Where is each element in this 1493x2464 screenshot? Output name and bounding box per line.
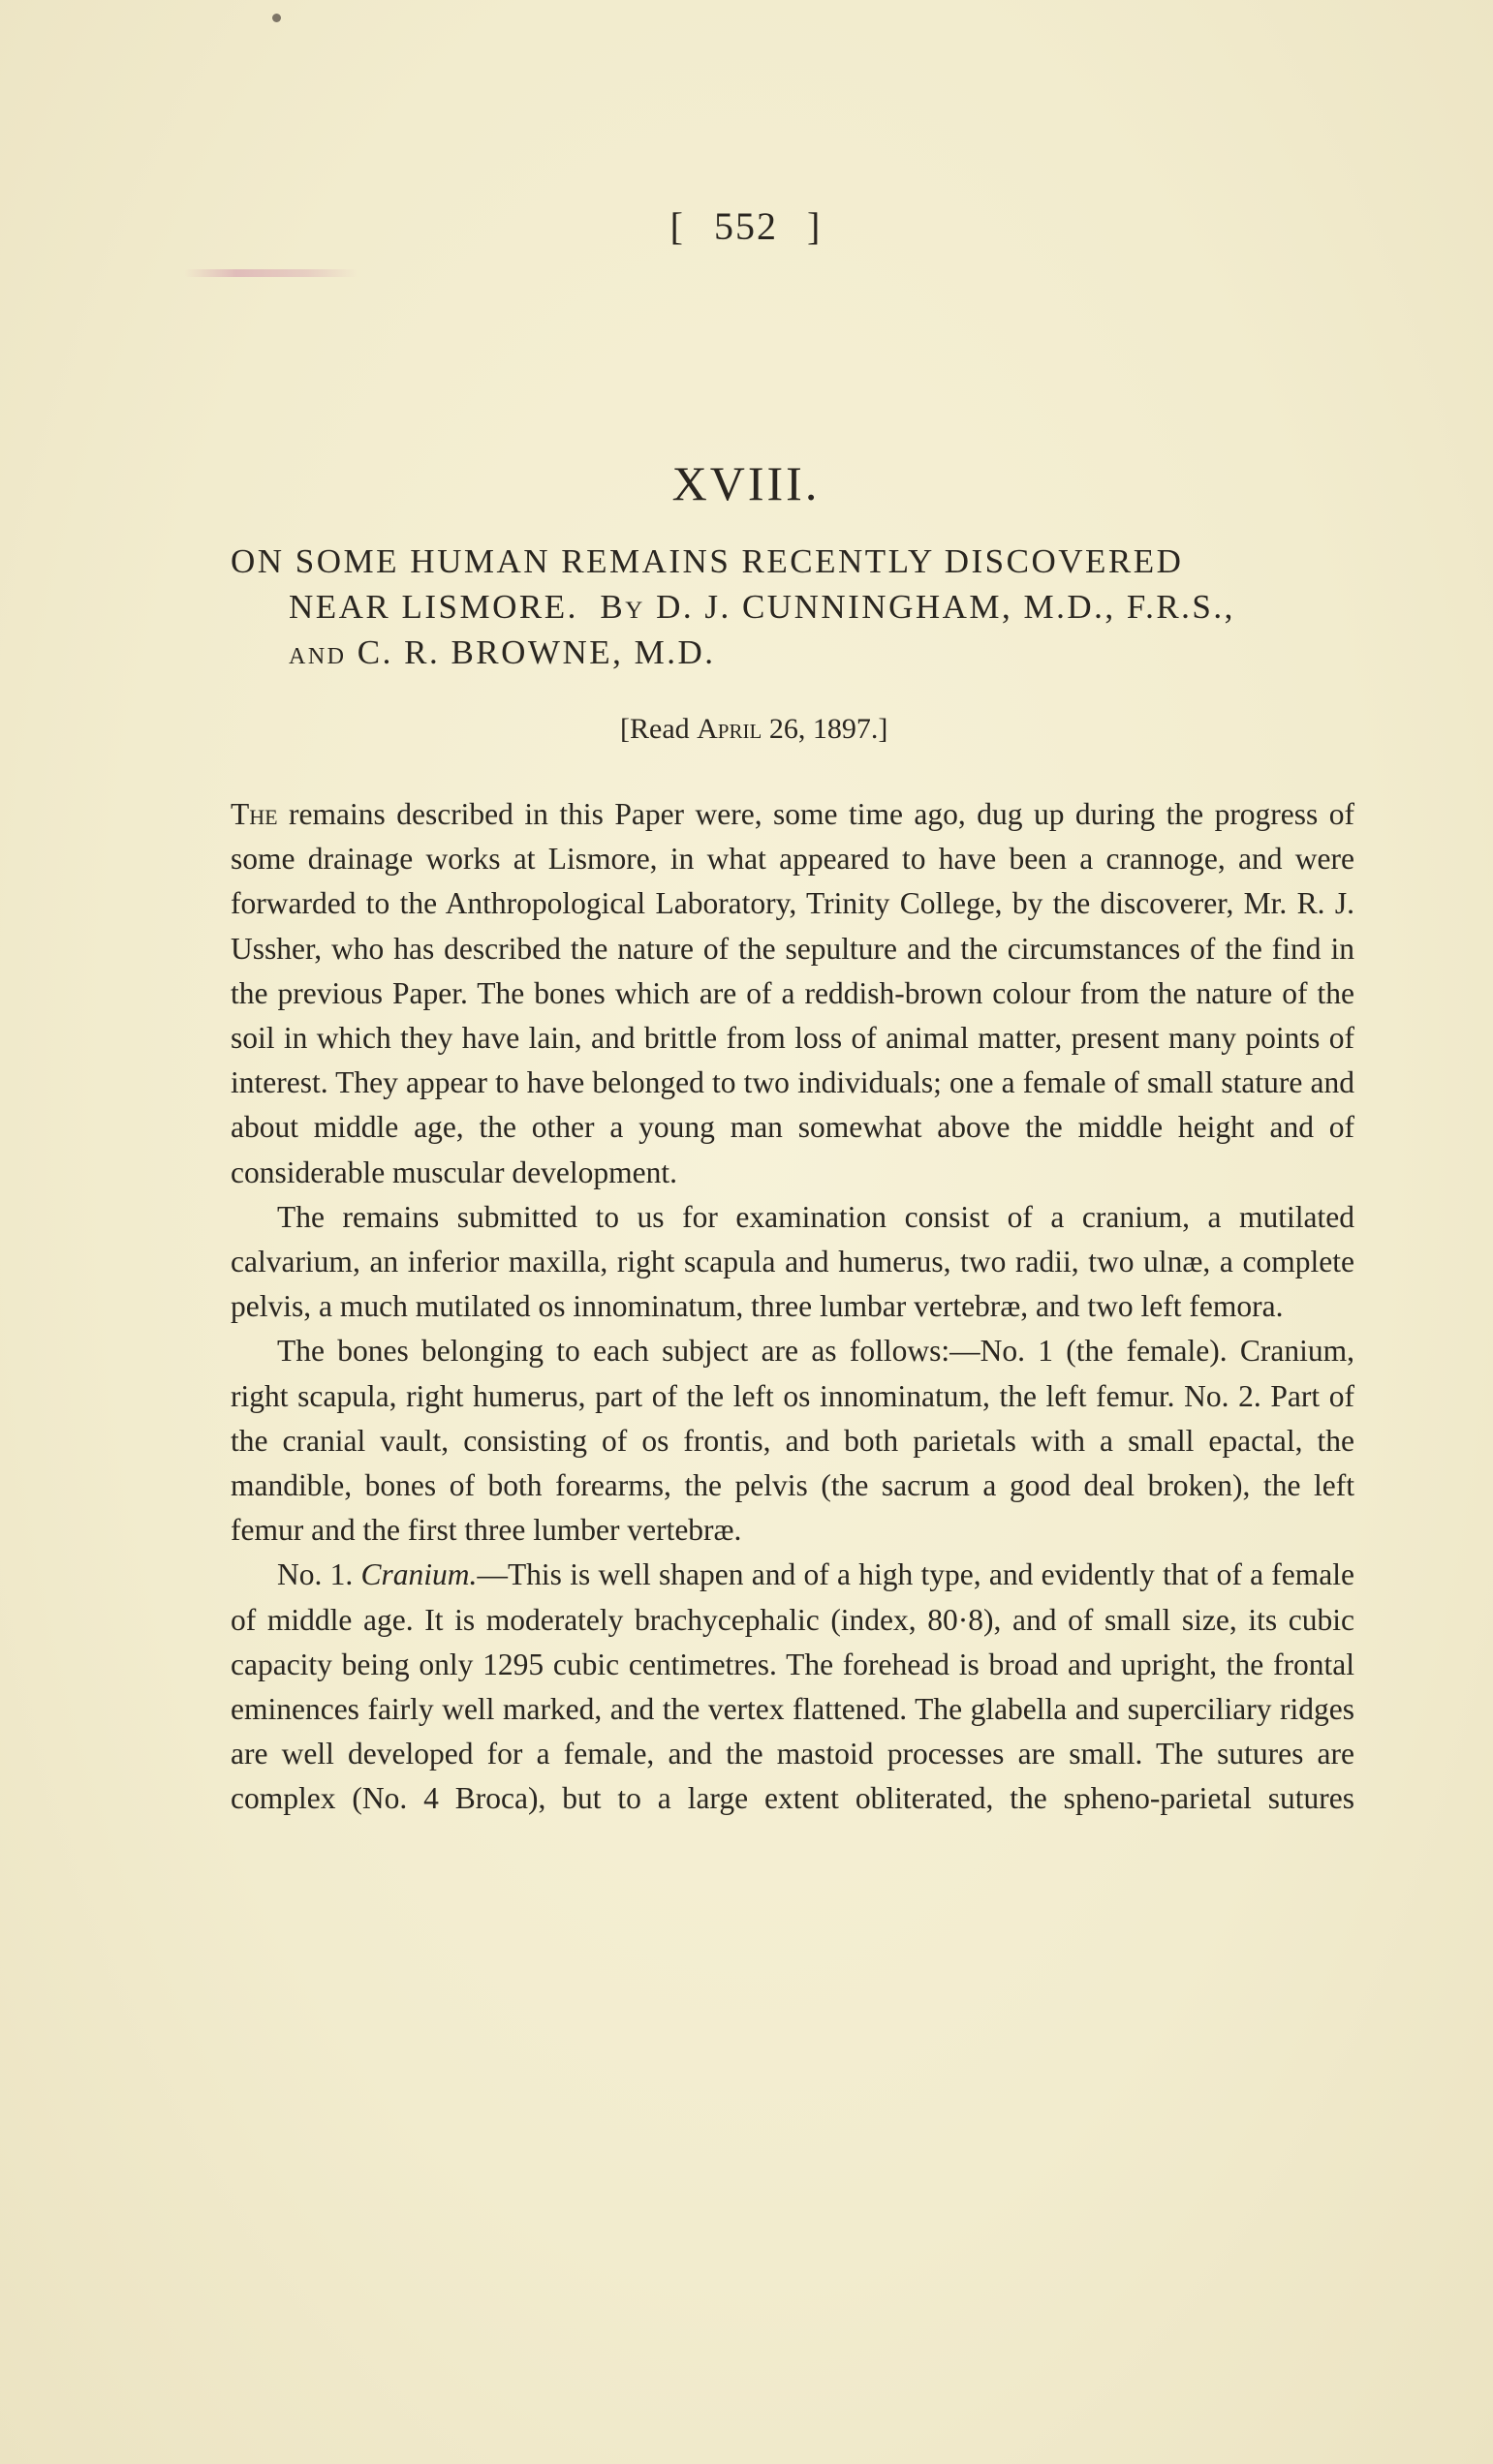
pink-smudge xyxy=(184,269,358,277)
title-and: AND xyxy=(289,644,347,669)
page-number: [ 552 ] xyxy=(669,204,823,248)
paragraph-1-text: remains described in this Paper were, some time ago, dug up during the progress of some drainage works at Lismore, in what appeared to have been a crannoge, and were forwarded to the Anthropological Laboratory, Trinity College, by the discoverer, Mr. R. J. Ussher, who has described the nature of the sepulture and the circumstances of the find in the previous Paper. The bones which are of a reddish-brown colour from the nature of the soil in which they have lain, and brittle from loss of animal matter, present many points of interest. They appear to have belonged to two individuals; one a female of small stature and about middle age, the other a young man somewhat above the middle height and of considerable muscular development. xyxy=(231,797,1355,1189)
read-rest: 26, 1897.] xyxy=(768,713,888,745)
title-author-1: D. J. CUNNINGHAM, M.D., F.R.S., xyxy=(656,588,1235,626)
title-line-2 xyxy=(231,584,1354,630)
section-number: XVIII. xyxy=(671,456,821,510)
paragraph-1 xyxy=(231,792,1354,1195)
paper-title xyxy=(231,539,1354,680)
paragraph-4-lead: No. 1. xyxy=(277,1557,354,1592)
title-by: By xyxy=(600,588,645,626)
paragraph-3: The bones belonging to each subject are as follows:—No. 1 (the female). Cranium, right scapula, right humerus, part of the left os innominatum, the left femur. No. 2. Part of the cranial vault, consisting of os frontis, and both parietals with a small epactal, the mandible, bones of both forearms, the pelvis (the sacrum a good deal broken), the left femur and the first three lumber vertebræ. xyxy=(231,1334,1354,1548)
paragraph-4 xyxy=(231,1553,1354,1821)
paragraph-4-text: —This is well shapen and of a high type, and evidently that of a female of middle age. It is moderately brachycephalic (index, 80·8), and of small size, its cubic capacity being only 1295 cubic centimetres. The forehead is broad and upright, the frontal eminences fairly well marked, and the vertex flattened. The glabella and superciliary ridges are well developed for a female, and the mastoid processes are small. The sutures are complex (No. 4 Broca), but to a large extent obliterated, the spheno-parietal sutures xyxy=(231,1557,1354,1816)
title-line-3 xyxy=(231,630,1354,680)
ink-dot xyxy=(272,14,281,22)
read-month: April xyxy=(697,713,762,745)
read-prefix: [Read xyxy=(620,713,690,745)
title-line-1: ON SOME HUMAN REMAINS RECENTLY DISCOVERED xyxy=(231,542,1184,580)
title-author-2: C. R. BROWNE, M.D. xyxy=(357,633,716,671)
paragraph-1-first-word: The xyxy=(231,797,278,831)
read-date-note xyxy=(620,713,887,746)
paragraph-4-italic: Cranium. xyxy=(360,1557,478,1592)
paragraph-2: The remains submitted to us for examination consist of a cranium, a mutilated calvarium, an inferior maxilla, right scapula and humerus, two radii, two ulnæ, a complete pelvis, a much mutilated os innominatum, three lumbar vertebræ, and two left femora. xyxy=(231,1199,1354,1324)
body-text xyxy=(231,792,1354,1822)
title-place: NEAR LISMORE. xyxy=(289,588,578,626)
